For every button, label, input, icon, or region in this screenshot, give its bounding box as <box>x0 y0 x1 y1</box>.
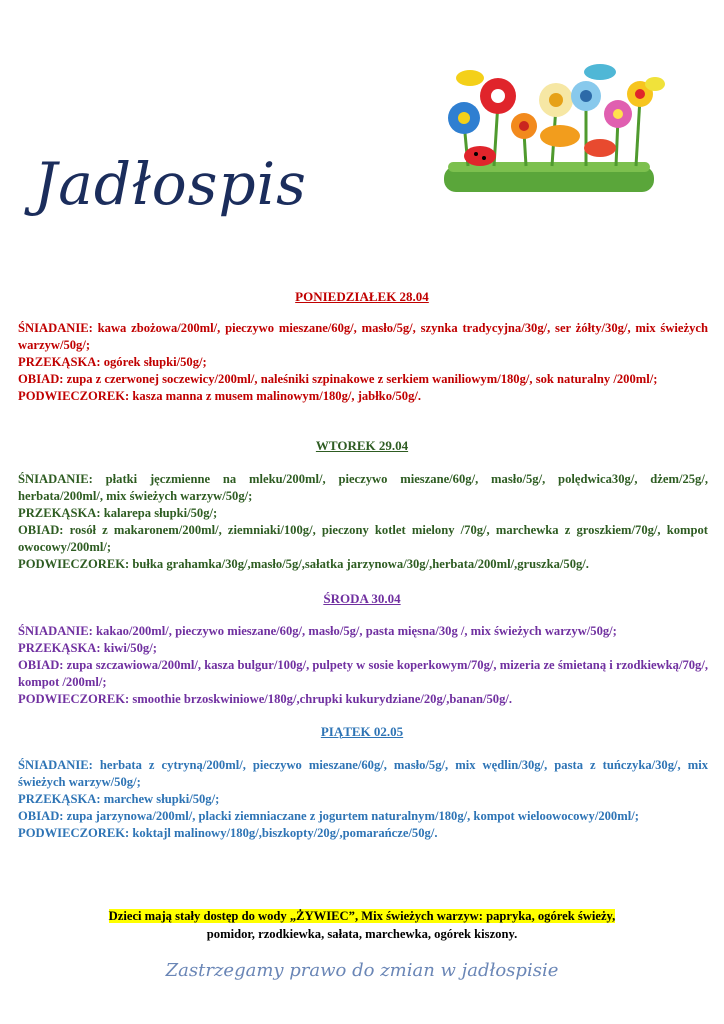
meal-snack: PRZEKĄSKA: marchew słupki/50g/; <box>18 792 220 806</box>
meal-afternoon: PODWIECZOREK: smoothie brzoskwiniowe/180g/,chrupki kukurydziane/20g/,banan/50g/. <box>18 692 513 706</box>
meal-lunch: OBIAD: zupa szczawiowa/200ml/, kasza bulgur/100g/, pulpety w sosie koperkowym/70g/, mizeria ze śmietaną i rzodkiewką/70g/, kompot /200ml/; <box>18 658 708 689</box>
note-line-1: Dzieci mają stały dostęp do wody „ŻYWIEC”, Mix świeżych warzyw: papryka, ogórek świeży, <box>108 909 616 923</box>
day-header-monday: PONIEDZIAŁEK 28.04 <box>295 289 429 304</box>
menu-block-wednesday <box>18 623 708 708</box>
meal-breakfast: ŚNIADANIE: herbata z cytryną/200ml/, pieczywo mieszane/60g/, masło/5g/, mix wędlin/30g/, pasta z tuńczyka/30g/, mix świeżych warzyw/50g/; <box>18 758 708 789</box>
menu-block-tuesday <box>18 471 708 573</box>
meal-lunch: OBIAD: rosół z makaronem/200ml/, ziemniaki/100g/, pieczony kotlet mielony /70g/, marchewka z groszkiem/70g/, kompot owocowy/200ml/; <box>18 523 708 554</box>
meal-lunch: OBIAD: zupa jarzynowa/200ml/, placki ziemniaczane z jogurtem naturalnym/180g/, kompot wieloowocowy/200ml/; <box>18 809 639 823</box>
footer-disclaimer: Zastrzegamy prawo do zmian w jadłospisie <box>165 960 559 981</box>
menu-block-friday <box>18 757 708 842</box>
page-title: Jadłospis <box>34 150 307 218</box>
meal-snack: PRZEKĄSKA: kiwi/50g/; <box>18 641 157 655</box>
day-header-tuesday: WTOREK 29.04 <box>315 438 409 453</box>
meal-afternoon: PODWIECZOREK: bułka grahamka/30g/,masło/5g/,sałatka jarzynowa/30g/,herbata/200ml/,gruszka/50g/. <box>18 557 589 571</box>
meal-breakfast: ŚNIADANIE: kawa zbożowa/200ml/, pieczywo mieszane/60g/, masło/5g/, szynka tradycyjna/30g/, ser żółty/30g/, mix świeżych warzyw/50g/; <box>18 321 708 352</box>
day-header-wednesday: ŚRODA 30.04 <box>323 591 401 606</box>
meal-breakfast: ŚNIADANIE: płatki jęczmienne na mleku/200ml/, pieczywo mieszane/60g/, masło/5g/, polędwica30g/, dżem/25g/, herbata/200ml/, mix świeżych warzyw/50g/; <box>18 472 708 503</box>
day-header-friday: PIĄTEK 02.05 <box>320 724 404 739</box>
menu-block-monday <box>18 320 708 405</box>
note-line-2: pomidor, rzodkiewka, sałata, marchewka, ogórek kiszony. <box>206 927 518 941</box>
water-and-vegetables-note <box>0 907 724 943</box>
decorative-flowers-icon <box>440 62 672 198</box>
meal-snack: PRZEKĄSKA: kalarepa słupki/50g/; <box>18 506 218 520</box>
meal-breakfast: ŚNIADANIE: kakao/200ml/, pieczywo mieszane/60g/, masło/5g/, pasta mięsna/30g /, mix świeżych warzyw/50g/; <box>18 624 617 638</box>
meal-snack: PRZEKĄSKA: ogórek słupki/50g/; <box>18 355 207 369</box>
meal-afternoon: PODWIECZOREK: koktajl malinowy/180g/,biszkopty/20g/,pomarańcze/50g/. <box>18 826 438 840</box>
meal-lunch: OBIAD: zupa z czerwonej soczewicy/200ml/, naleśniki szpinakowe z serkiem waniliowym/180g/, sok naturalny /200ml/; <box>18 372 658 386</box>
meal-afternoon: PODWIECZOREK: kasza manna z musem malinowym/180g/, jabłko/50g/. <box>18 389 422 403</box>
